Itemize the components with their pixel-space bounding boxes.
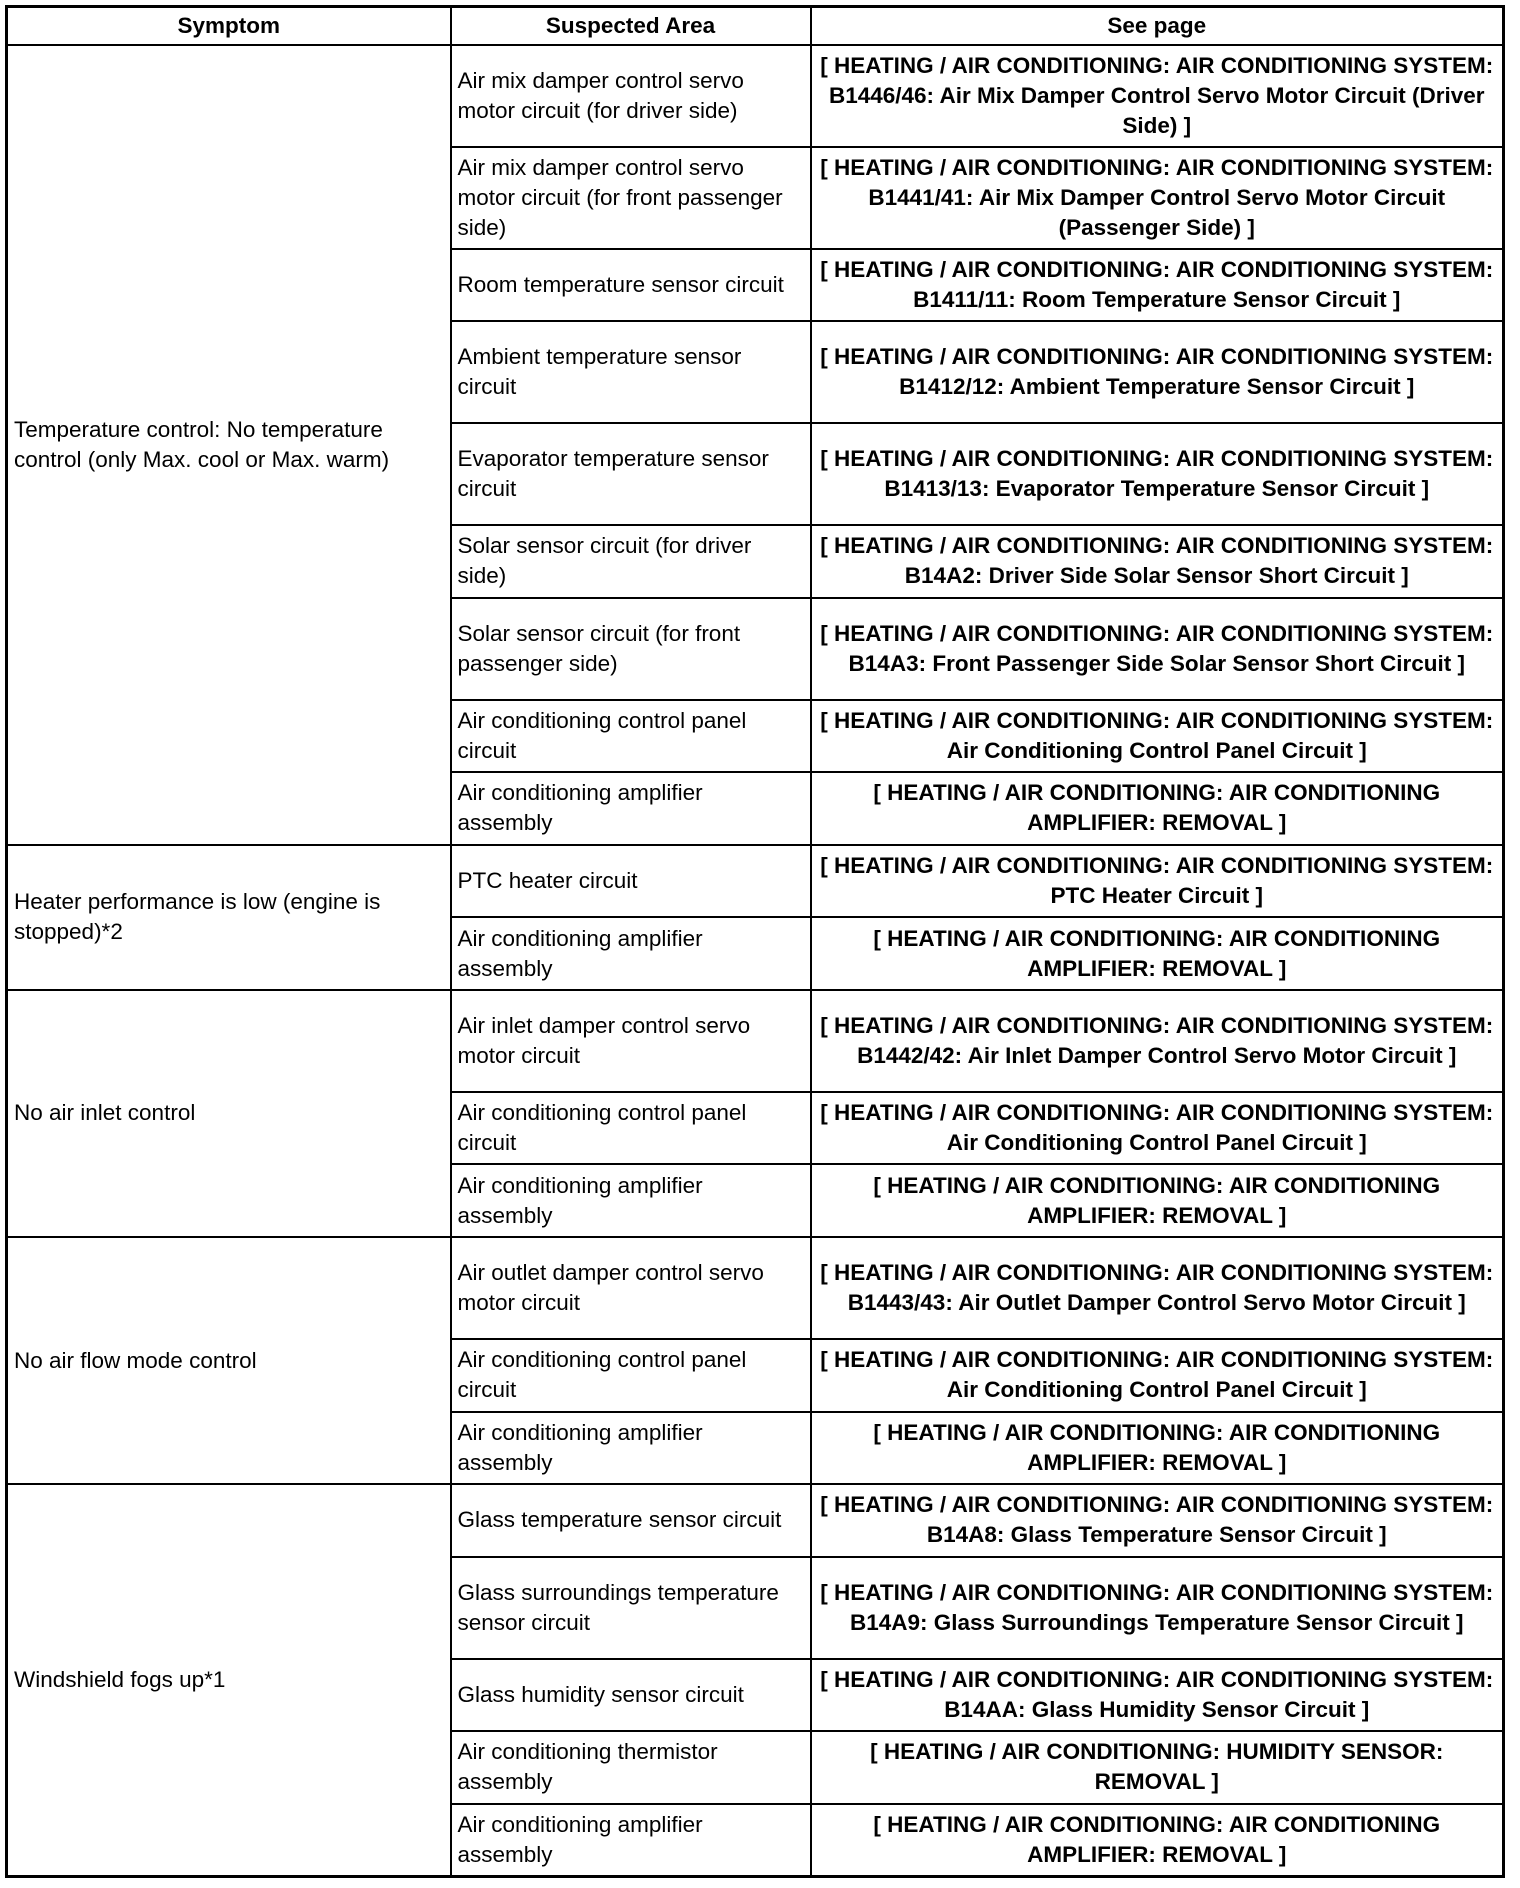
see-page-link[interactable]: [ HEATING / AIR CONDITIONING: AIR CONDITIONING AMPLIFIER: REMOVAL ]	[811, 917, 1504, 990]
see-page-link[interactable]: [ HEATING / AIR CONDITIONING: AIR CONDITIONING SYSTEM: Air Conditioning Control Panel Circuit ]	[811, 700, 1504, 773]
symptom-cell: Temperature control: No temperature control (only Max. cool or Max. warm)	[7, 45, 451, 845]
table-row	[7, 45, 1504, 147]
suspected-area-cell: Air outlet damper control servo motor circuit	[451, 1237, 811, 1339]
suspected-area-cell: Air conditioning amplifier assembly	[451, 1164, 811, 1237]
see-page-link[interactable]: [ HEATING / AIR CONDITIONING: AIR CONDITIONING SYSTEM: B1441/41: Air Mix Damper Control Servo Motor Circuit (Passenger Side) ]	[811, 147, 1504, 249]
symptom-cell: No air flow mode control	[7, 1237, 451, 1484]
suspected-area-cell: Air conditioning control panel circuit	[451, 1092, 811, 1165]
table-row	[7, 990, 1504, 1092]
see-page-link[interactable]: [ HEATING / AIR CONDITIONING: AIR CONDITIONING AMPLIFIER: REMOVAL ]	[811, 1164, 1504, 1237]
table-row	[7, 1484, 1504, 1557]
table-row	[7, 1237, 1504, 1339]
see-page-link[interactable]: [ HEATING / AIR CONDITIONING: AIR CONDITIONING AMPLIFIER: REMOVAL ]	[811, 1804, 1504, 1877]
see-page-link[interactable]: [ HEATING / AIR CONDITIONING: AIR CONDITIONING SYSTEM: B1413/13: Evaporator Temperature Sensor Circuit ]	[811, 423, 1504, 525]
see-page-link[interactable]: [ HEATING / AIR CONDITIONING: AIR CONDITIONING SYSTEM: B14A2: Driver Side Solar Sensor Short Circuit ]	[811, 525, 1504, 598]
see-page-link[interactable]: [ HEATING / AIR CONDITIONING: AIR CONDITIONING SYSTEM: B1412/12: Ambient Temperature Sensor Circuit ]	[811, 321, 1504, 423]
suspected-area-cell: Ambient temperature sensor circuit	[451, 321, 811, 423]
header-suspected-area: Suspected Area	[451, 7, 811, 46]
see-page-link[interactable]: [ HEATING / AIR CONDITIONING: HUMIDITY SENSOR: REMOVAL ]	[811, 1731, 1504, 1804]
see-page-link[interactable]: [ HEATING / AIR CONDITIONING: AIR CONDITIONING SYSTEM: B14A3: Front Passenger Side Solar Sensor Short Circuit ]	[811, 598, 1504, 700]
table-body	[7, 45, 1504, 1877]
suspected-area-cell: Air conditioning amplifier assembly	[451, 1804, 811, 1877]
suspected-area-cell: Air conditioning amplifier assembly	[451, 772, 811, 845]
suspected-area-cell: PTC heater circuit	[451, 845, 811, 918]
suspected-area-cell: Air conditioning thermistor assembly	[451, 1731, 811, 1804]
suspected-area-cell: Air conditioning control panel circuit	[451, 1339, 811, 1412]
suspected-area-cell: Solar sensor circuit (for driver side)	[451, 525, 811, 598]
suspected-area-cell: Air conditioning amplifier assembly	[451, 1412, 811, 1485]
suspected-area-cell: Air conditioning control panel circuit	[451, 700, 811, 773]
see-page-link[interactable]: [ HEATING / AIR CONDITIONING: AIR CONDITIONING SYSTEM: B1442/42: Air Inlet Damper Control Servo Motor Circuit ]	[811, 990, 1504, 1092]
see-page-link[interactable]: [ HEATING / AIR CONDITIONING: AIR CONDITIONING SYSTEM: Air Conditioning Control Panel Circuit ]	[811, 1339, 1504, 1412]
header-row	[7, 7, 1504, 46]
suspected-area-cell: Solar sensor circuit (for front passenger side)	[451, 598, 811, 700]
see-page-link[interactable]: [ HEATING / AIR CONDITIONING: AIR CONDITIONING SYSTEM: Air Conditioning Control Panel Circuit ]	[811, 1092, 1504, 1165]
suspected-area-cell: Glass humidity sensor circuit	[451, 1659, 811, 1732]
table-row	[7, 845, 1504, 918]
see-page-link[interactable]: [ HEATING / AIR CONDITIONING: AIR CONDITIONING AMPLIFIER: REMOVAL ]	[811, 1412, 1504, 1485]
suspected-area-cell: Room temperature sensor circuit	[451, 249, 811, 322]
suspected-area-cell: Evaporator temperature sensor circuit	[451, 423, 811, 525]
symptom-cell: Windshield fogs up*1	[7, 1484, 451, 1876]
suspected-area-cell: Glass temperature sensor circuit	[451, 1484, 811, 1557]
see-page-link[interactable]: [ HEATING / AIR CONDITIONING: AIR CONDITIONING SYSTEM: B14A9: Glass Surroundings Temperature Sensor Circuit ]	[811, 1557, 1504, 1659]
see-page-link[interactable]: [ HEATING / AIR CONDITIONING: AIR CONDITIONING SYSTEM: PTC Heater Circuit ]	[811, 845, 1504, 918]
see-page-link[interactable]: [ HEATING / AIR CONDITIONING: AIR CONDITIONING SYSTEM: B1411/11: Room Temperature Sensor Circuit ]	[811, 249, 1504, 322]
see-page-link[interactable]: [ HEATING / AIR CONDITIONING: AIR CONDITIONING SYSTEM: B1443/43: Air Outlet Damper Control Servo Motor Circuit ]	[811, 1237, 1504, 1339]
suspected-area-cell: Air conditioning amplifier assembly	[451, 917, 811, 990]
see-page-link[interactable]: [ HEATING / AIR CONDITIONING: AIR CONDITIONING SYSTEM: B14AA: Glass Humidity Sensor Circuit ]	[811, 1659, 1504, 1732]
suspected-area-cell: Air mix damper control servo motor circuit (for front passenger side)	[451, 147, 811, 249]
see-page-link[interactable]: [ HEATING / AIR CONDITIONING: AIR CONDITIONING SYSTEM: B14A8: Glass Temperature Sensor Circuit ]	[811, 1484, 1504, 1557]
header-see-page: See page	[811, 7, 1504, 46]
symptom-cell: Heater performance is low (engine is stopped)*2	[7, 845, 451, 990]
suspected-area-cell: Air mix damper control servo motor circuit (for driver side)	[451, 45, 811, 147]
see-page-link[interactable]: [ HEATING / AIR CONDITIONING: AIR CONDITIONING AMPLIFIER: REMOVAL ]	[811, 772, 1504, 845]
see-page-link[interactable]: [ HEATING / AIR CONDITIONING: AIR CONDITIONING SYSTEM: B1446/46: Air Mix Damper Control Servo Motor Circuit (Driver Side) ]	[811, 45, 1504, 147]
header-symptom: Symptom	[7, 7, 451, 46]
symptom-table	[5, 5, 1505, 1878]
suspected-area-cell: Glass surroundings temperature sensor circuit	[451, 1557, 811, 1659]
suspected-area-cell: Air inlet damper control servo motor circuit	[451, 990, 811, 1092]
symptom-cell: No air inlet control	[7, 990, 451, 1237]
